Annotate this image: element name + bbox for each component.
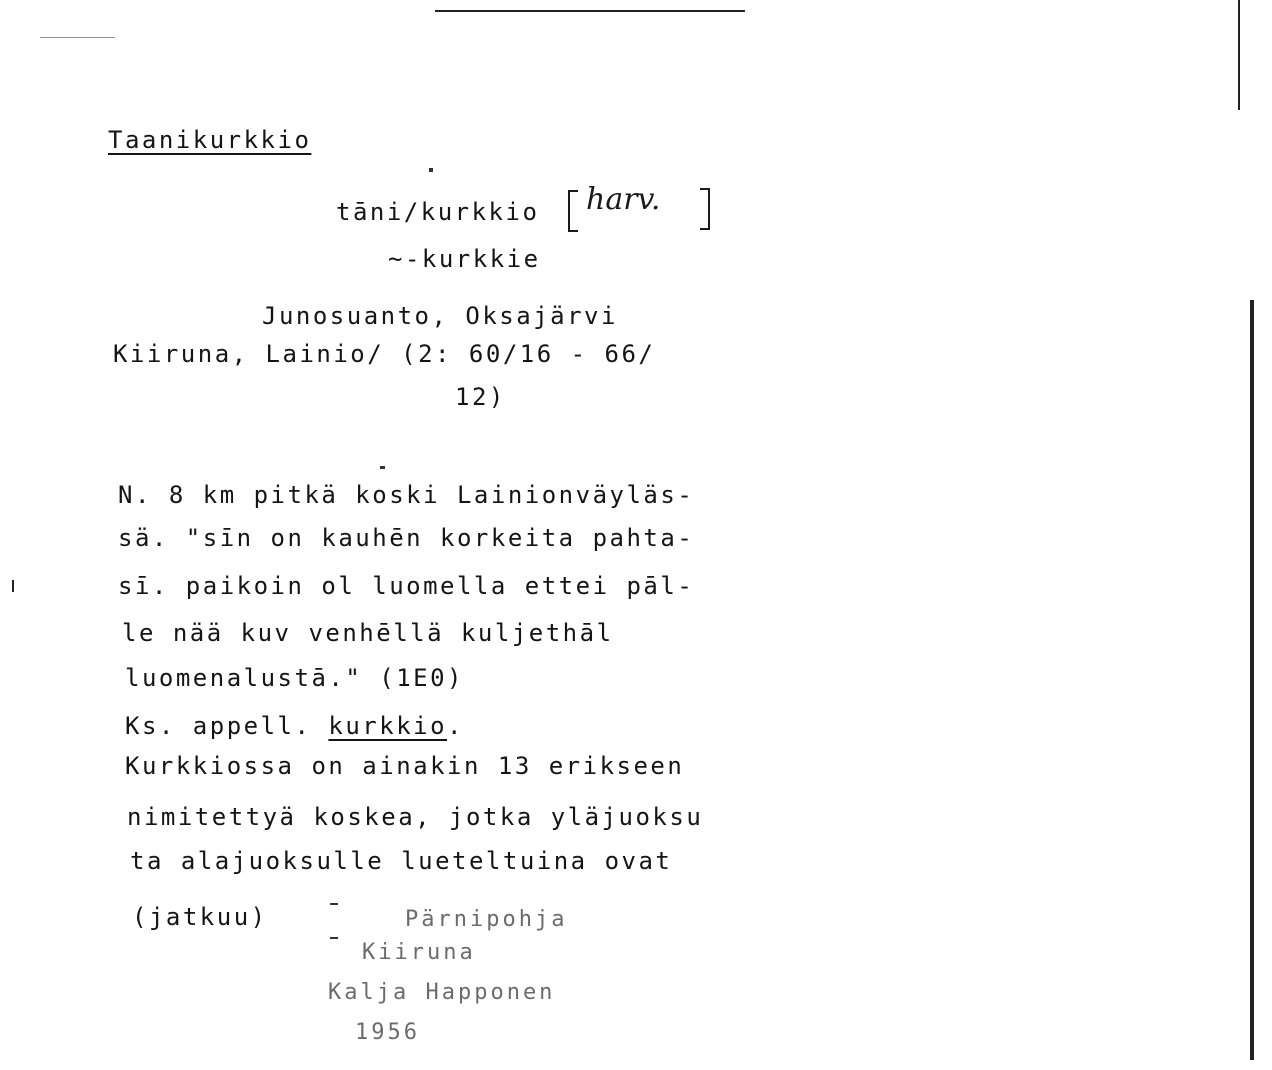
top-left-scan-mark — [40, 37, 115, 38]
continues-label: (jatkuu) — [132, 903, 268, 931]
ref-suffix: . — [447, 712, 464, 740]
card-title: Taanikurkkio — [108, 126, 312, 154]
variant-form: ~-kurkkie — [388, 245, 541, 273]
ref-prefix: Ks. appell. — [125, 712, 329, 740]
stamp-year: 1956 — [355, 1020, 420, 1045]
right-bracket — [700, 188, 710, 230]
cross-reference — [125, 712, 464, 740]
pronunciation: tāni/kurkkio — [336, 198, 540, 226]
top-scan-rule — [435, 10, 745, 12]
speck-dash — [330, 903, 338, 905]
handwritten-note: harv. — [586, 182, 661, 217]
right-edge-line-lower — [1250, 300, 1254, 1060]
continuation-line: nimitettyä koskea, jotka yläjuoksu — [127, 803, 704, 831]
stamp-region: Pärnipohja — [405, 907, 568, 932]
speck-dot — [380, 466, 385, 469]
body-line: le nää kuv venhēllä kuljethāl — [122, 619, 614, 647]
body-line: sī. paikoin ol luomella ettei pāl- — [118, 572, 695, 600]
source-line-2: 12) — [455, 383, 506, 411]
speck-dot — [429, 168, 433, 172]
body-line: sä. "sīn on kauhēn korkeita pahta- — [118, 524, 695, 552]
left-bracket — [568, 190, 578, 232]
stamp-collector: Kalja Happonen — [328, 980, 556, 1005]
right-edge-line-upper — [1238, 0, 1240, 110]
source-line-1: Kiiruna, Lainio/ (2: 60/16 - 66/ — [113, 340, 656, 368]
body-line: luomenalustā." (1E0) — [125, 664, 464, 692]
place-line: Junosuanto, Oksajärvi — [262, 302, 618, 330]
stamp-parish: Kiiruna — [362, 940, 476, 965]
ref-link: kurkkio — [328, 712, 448, 740]
left-edge-speck — [12, 580, 14, 592]
continuation-line: Kurkkiossa on ainakin 13 erikseen — [125, 752, 685, 780]
continuation-line: ta alajuoksulle lueteltuina ovat — [130, 847, 673, 875]
body-line: N. 8 km pitkä koski Lainionväyläs- — [118, 481, 695, 509]
speck-dash — [330, 937, 338, 939]
